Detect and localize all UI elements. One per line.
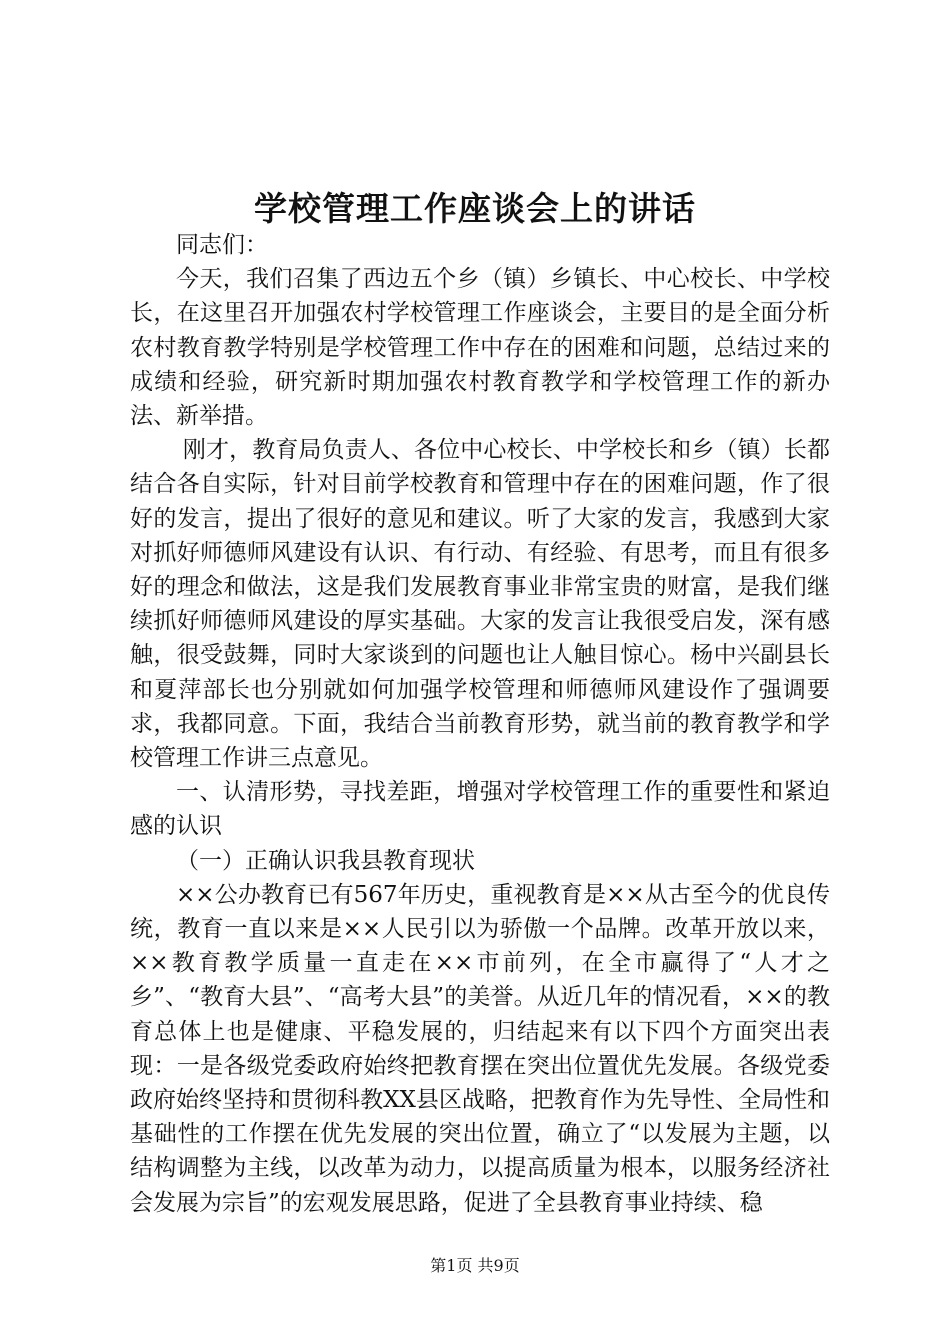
document-title: 学校管理工作座谈会上的讲话 [254,189,696,228]
body-paragraph: 今天，我们召集了西边五个乡（镇）乡镇长、中心校长、中学校长，在这里召开加强农村学校管理工作座谈会，主要目的是全面分析农村教育教学特别是学校管理工作中存在的困难和问题，总结过来的成绩和经验，研究新时期加强农村教育教学和学校管理工作的新办法、新举措。 [130,266,830,430]
document-body [130,228,830,1220]
salutation-paragraph: 同志们： [176,232,268,258]
body-paragraph: ××公办教育已有567年历史，重视教育是××从古至今的优良传统，教育一直以来是××人民引以为骄傲一个品牌。改革开放以来，××教育教学质量一直走在××市前列，在全市赢得了“人才之乡”、“教育大县”、“高考大县”的美誉。从近几年的情况看，××的教育总体上也是健康、平稳发展的，归结起来有以下四个方面突出表现：一是各级党委政府始终把教育摆在突出位置优先发展。各级党委政府始终坚持和贯彻科教XX县区战略，把教育作为先导性、全局性和基础性的工作摆在优先发展的突出位置，确立了“以发展为主题，以结构调整为主线，以改革为动力，以提高质量为根本，以服务经济社会发展为宗旨”的宏观发展思路，促进了全县教育事业持续、稳 [130,881,830,1216]
subsection-heading: （一）正确认识我县教育现状 [176,847,475,874]
section-heading: 一、认清形势，寻找差距，增强对学校管理工作的重要性和紧迫感的认识 [130,779,830,840]
body-paragraph: 刚才，教育局负责人、各位中心校长、中学校长和乡（镇）长都结合各自实际，针对目前学校教育和管理中存在的困难问题，作了很好的发言，提出了很好的意见和建议。听了大家的发言，我感到大家对抓好师德师风建设有认识、有行动、有经验、有思考，而且有很多好的理念和做法，这是我们发展教育事业非常宝贵的财富，是我们继续抓好师德师风建设的厚实基础。大家的发言让我很受启发，深有感触，很受鼓舞，同时大家谈到的问题也让人触目惊心。杨中兴副县长和夏萍部长也分别就如何加强学校管理和师德师风建设作了强调要求，我都同意。下面，我结合当前教育形势，就当前的教育教学和学校管理工作讲三点意见。 [130,437,830,772]
page-footer: 第1页 共9页 [430,1256,520,1275]
